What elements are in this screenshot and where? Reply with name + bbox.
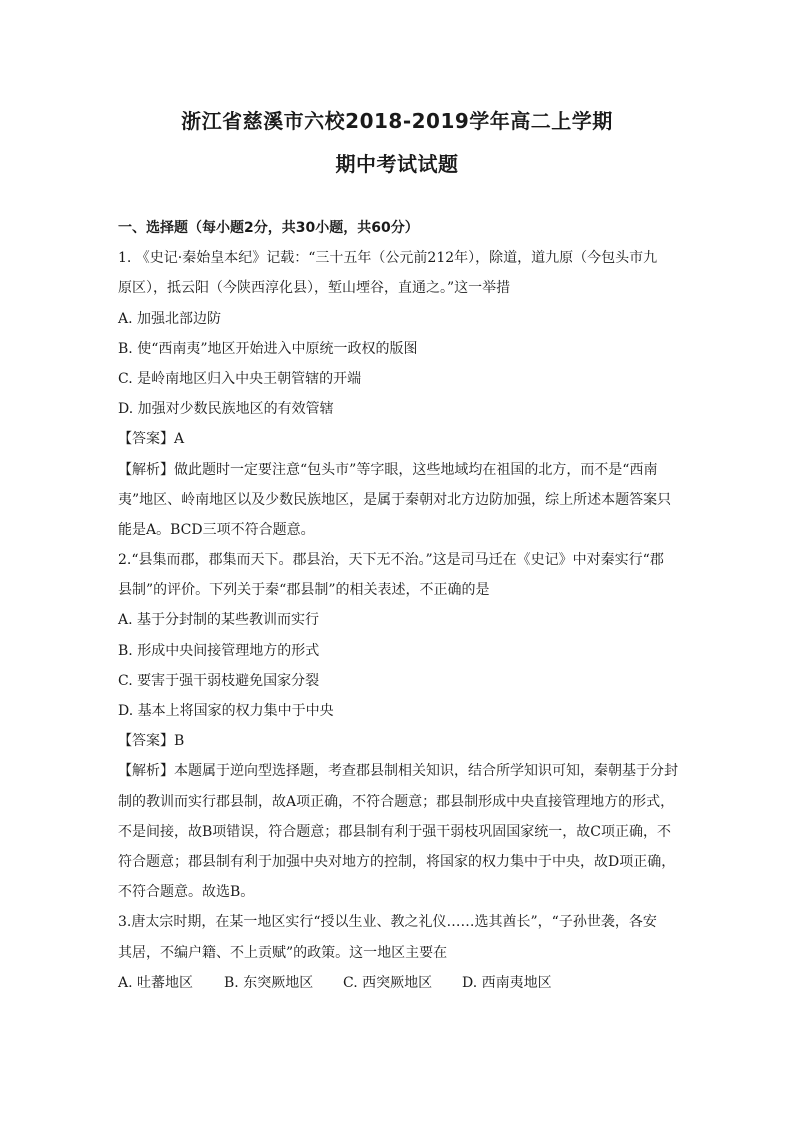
analysis-line: 不是间接，故B项错误，符合题意；郡县制有利于强干弱枝巩固国家统一，故C项正确，不 xyxy=(118,823,671,840)
option-line: C. 要害于强干弱枝避免国家分裂 xyxy=(118,672,320,689)
option-line: A. 加强北部边防 xyxy=(118,310,222,327)
text-line: 其居，不编户籍、不上贡赋”的政策。这一地区主要在 xyxy=(118,944,448,961)
option-line: B. 使“西南夷”地区开始进入中原统一政权的版图 xyxy=(118,340,418,357)
answer-line: 【答案】B xyxy=(118,733,185,750)
text-line: 原区），抵云阳（今陕西淳化县），堑山堙谷，直通之。”这一举措 xyxy=(118,280,511,297)
analysis-line: 能是A。BCD三项不符合题意。 xyxy=(118,521,315,538)
analysis-line: 【解析】做此题时一定要注意“包头市”等字眼，这些地域均在祖国的北方，而不是“西南 xyxy=(118,461,658,478)
q3-option-c: C. 西突厥地区 xyxy=(343,974,433,991)
analysis-line: 不符合题意。故选B。 xyxy=(118,884,255,901)
analysis-line: 夷”地区、岭南地区以及少数民族地区，是属于秦朝对北方边防加强，综上所述本题答案只 xyxy=(118,491,672,508)
text-line: 2.“县集而郡，郡集而天下。郡县治，天下无不治。”这是司马迁在《史记》中对秦实行“郡 xyxy=(118,552,664,569)
analysis-line: 【解析】本题属于逆向型选择题，考查郡县制相关知识，结合所学知识可知，秦朝基于分封 xyxy=(118,763,678,780)
option-line: C. 是岭南地区归入中央王朝管辖的开端 xyxy=(118,370,362,387)
analysis-line: 符合题意；郡县制有利于加强中央对地方的控制，将国家的权力集中于中央，故D项正确， xyxy=(118,853,676,870)
option-line: A. 基于分封制的某些教训而实行 xyxy=(118,612,320,629)
answer-line: 【答案】A xyxy=(118,431,185,448)
q3-option-b: B. 东突厥地区 xyxy=(224,974,314,991)
section-heading: 一、选择题（每小题2分，共30小题，共60分） xyxy=(118,220,419,236)
text-line: 1. 《史记·秦始皇本纪》记载：“三十五年（公元前212年），除道，道九原（今包头市九 xyxy=(118,250,658,267)
text-line: 县制”的评价。下列关于秦“郡县制”的相关表述，不正确的是 xyxy=(118,582,490,599)
q3-option-a: A. 吐蕃地区 xyxy=(118,974,194,991)
document-body xyxy=(118,213,678,998)
q3-options-row xyxy=(118,968,678,998)
document-subtitle: 期中考试试题 xyxy=(335,152,459,176)
option-line: D. 加强对少数民族地区的有效管辖 xyxy=(118,401,334,418)
q3-option-d: D. 西南夷地区 xyxy=(462,974,552,991)
document-title: 浙江省慈溪市六校2018-2019学年高二上学期 xyxy=(181,109,613,133)
option-line: B. 形成中央间接管理地方的形式 xyxy=(118,642,320,659)
analysis-line: 制的教训而实行郡县制，故A项正确，不符合题意；郡县制形成中央直接管理地方的形式， xyxy=(118,793,675,810)
option-line: D. 基本上将国家的权力集中于中央 xyxy=(118,703,334,719)
text-line: 3.唐太宗时期，在某一地区实行“授以生业、教之礼仪……选其酋长”，“子孙世袭，各安 xyxy=(118,914,657,931)
